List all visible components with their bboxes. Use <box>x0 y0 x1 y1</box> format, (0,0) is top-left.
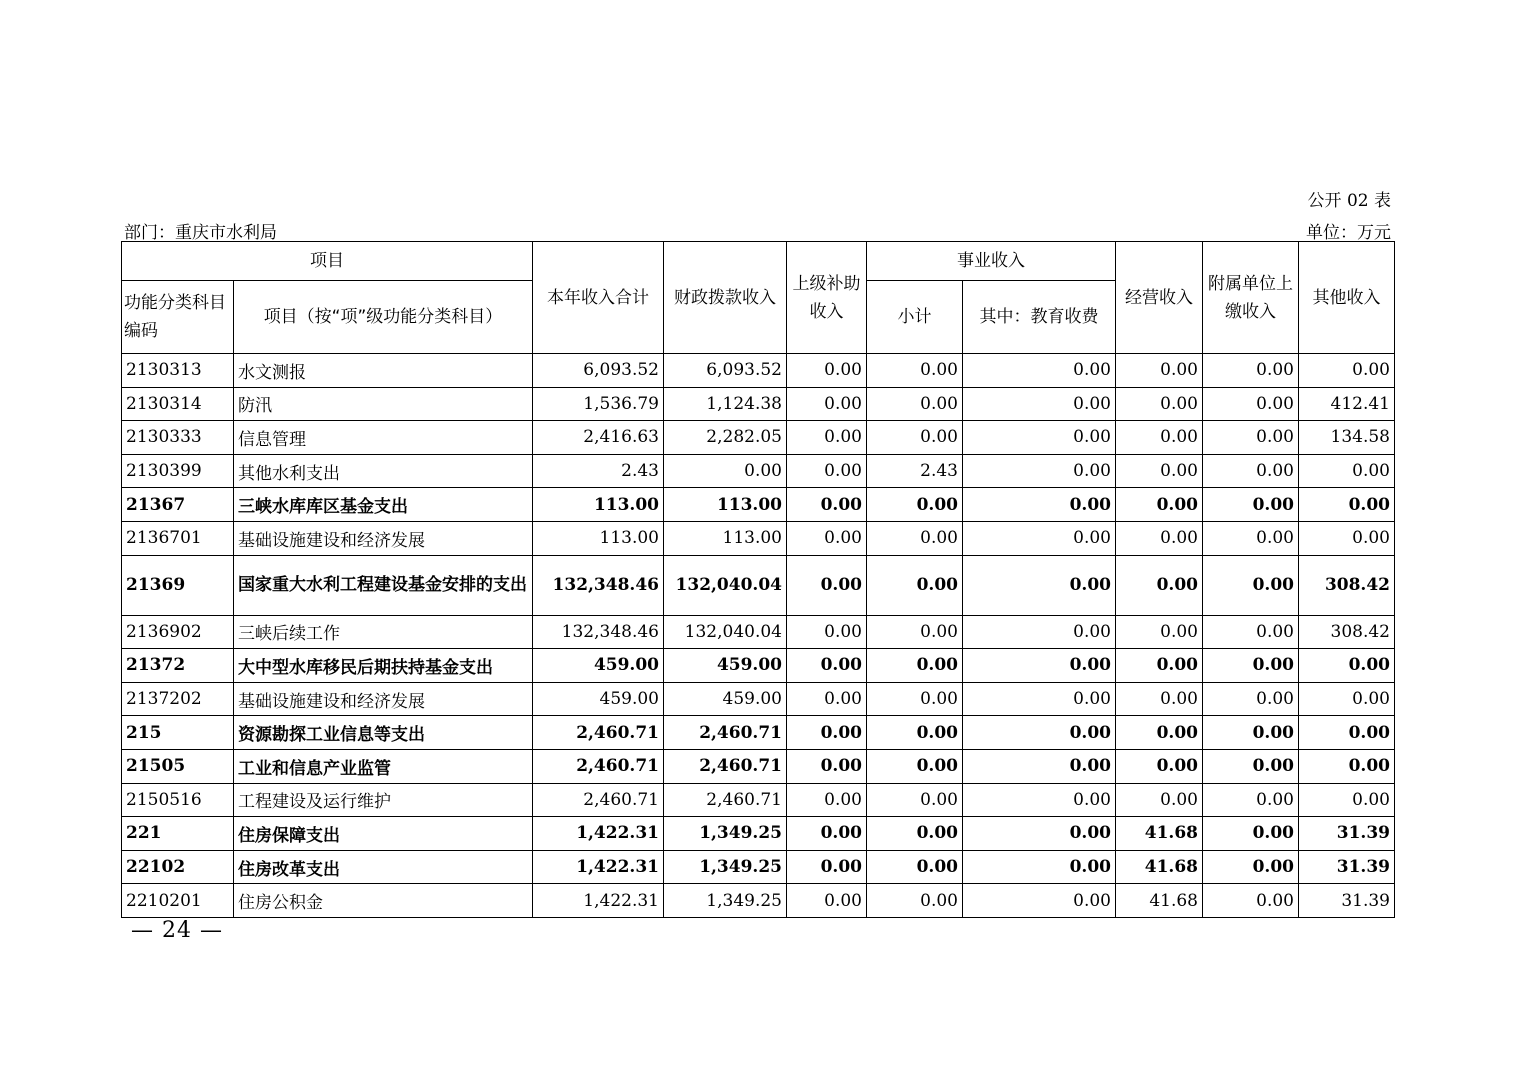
cell-total: 2,416.63 <box>533 421 664 455</box>
table-row <box>122 749 1395 783</box>
cell-affiliated: 0.00 <box>1203 884 1299 918</box>
cell-subtotal: 0.00 <box>867 716 963 750</box>
cell-name: 国家重大水利工程建设基金安排的支出 <box>234 555 533 615</box>
cell-code: 21505 <box>122 749 234 783</box>
cell-total: 113.00 <box>533 488 664 522</box>
cell-total: 2,460.71 <box>533 783 664 817</box>
cell-other: 134.58 <box>1299 421 1395 455</box>
cell-other: 308.42 <box>1299 555 1395 615</box>
cell-code: 21369 <box>122 555 234 615</box>
cell-operating: 0.00 <box>1116 354 1203 388</box>
cell-edu: 0.00 <box>963 387 1116 421</box>
cell-total: 132,348.46 <box>533 555 664 615</box>
cell-name: 住房改革支出 <box>234 850 533 884</box>
cell-other: 31.39 <box>1299 817 1395 851</box>
cell-affiliated: 0.00 <box>1203 817 1299 851</box>
page-number: — 24 — <box>131 918 223 943</box>
cell-edu: 0.00 <box>963 521 1116 555</box>
cell-name: 住房保障支出 <box>234 817 533 851</box>
cell-subtotal: 0.00 <box>867 884 963 918</box>
cell-affiliated: 0.00 <box>1203 354 1299 388</box>
cell-subtotal: 0.00 <box>867 783 963 817</box>
cell-operating: 41.68 <box>1116 884 1203 918</box>
cell-upper: 0.00 <box>787 649 867 683</box>
cell-operating: 0.00 <box>1116 421 1203 455</box>
cell-name: 资源勘探工业信息等支出 <box>234 716 533 750</box>
table-row <box>122 454 1395 488</box>
cell-code: 21367 <box>122 488 234 522</box>
table-row <box>122 387 1395 421</box>
header-project: 项目 <box>122 242 533 281</box>
cell-edu: 0.00 <box>963 649 1116 683</box>
table-row <box>122 488 1395 522</box>
header-func-code: 功能分类科目编码 <box>122 281 234 354</box>
cell-total: 2,460.71 <box>533 716 664 750</box>
cell-operating: 41.68 <box>1116 850 1203 884</box>
cell-fiscal: 2,460.71 <box>664 716 787 750</box>
cell-name: 基础设施建设和经济发展 <box>234 682 533 716</box>
cell-code: 2136902 <box>122 615 234 649</box>
header-operating: 经营收入 <box>1116 242 1203 354</box>
cell-upper: 0.00 <box>787 615 867 649</box>
header-business-income: 事业收入 <box>867 242 1116 281</box>
cell-edu: 0.00 <box>963 817 1116 851</box>
header-fiscal: 财政拨款收入 <box>664 242 787 354</box>
header-total: 本年收入合计 <box>533 242 664 354</box>
header-subtotal: 小计 <box>867 281 963 354</box>
cell-affiliated: 0.00 <box>1203 521 1299 555</box>
cell-fiscal: 459.00 <box>664 649 787 683</box>
table-row <box>122 783 1395 817</box>
cell-code: 2137202 <box>122 682 234 716</box>
cell-edu: 0.00 <box>963 555 1116 615</box>
cell-fiscal: 132,040.04 <box>664 615 787 649</box>
table-row <box>122 521 1395 555</box>
header-affiliated: 附属单位上缴收入 <box>1203 242 1299 354</box>
cell-upper: 0.00 <box>787 488 867 522</box>
cell-other: 412.41 <box>1299 387 1395 421</box>
cell-upper: 0.00 <box>787 521 867 555</box>
cell-code: 21372 <box>122 649 234 683</box>
cell-fiscal: 1,349.25 <box>664 884 787 918</box>
cell-upper: 0.00 <box>787 783 867 817</box>
cell-affiliated: 0.00 <box>1203 387 1299 421</box>
cell-operating: 0.00 <box>1116 521 1203 555</box>
header-education-fee: 其中：教育收费 <box>963 281 1116 354</box>
cell-other: 0.00 <box>1299 354 1395 388</box>
cell-other: 0.00 <box>1299 649 1395 683</box>
table-row <box>122 884 1395 918</box>
cell-subtotal: 0.00 <box>867 488 963 522</box>
cell-operating: 41.68 <box>1116 817 1203 851</box>
cell-subtotal: 0.00 <box>867 850 963 884</box>
cell-affiliated: 0.00 <box>1203 454 1299 488</box>
cell-subtotal: 0.00 <box>867 649 963 683</box>
cell-edu: 0.00 <box>963 615 1116 649</box>
cell-other: 308.42 <box>1299 615 1395 649</box>
cell-name: 防汛 <box>234 387 533 421</box>
cell-name: 大中型水库移民后期扶持基金支出 <box>234 649 533 683</box>
cell-code: 2130399 <box>122 454 234 488</box>
cell-fiscal: 1,124.38 <box>664 387 787 421</box>
cell-code: 22102 <box>122 850 234 884</box>
cell-total: 113.00 <box>533 521 664 555</box>
header-func-name: 项目（按“项”级功能分类科目） <box>234 281 533 354</box>
cell-total: 1,422.31 <box>533 850 664 884</box>
cell-total: 2.43 <box>533 454 664 488</box>
cell-fiscal: 459.00 <box>664 682 787 716</box>
cell-subtotal: 0.00 <box>867 749 963 783</box>
cell-code: 2130333 <box>122 421 234 455</box>
table-row <box>122 716 1395 750</box>
cell-name: 工程建设及运行维护 <box>234 783 533 817</box>
unit-label: 单位：万元 <box>1306 223 1391 243</box>
cell-affiliated: 0.00 <box>1203 555 1299 615</box>
cell-code: 2130314 <box>122 387 234 421</box>
cell-affiliated: 0.00 <box>1203 850 1299 884</box>
table-row <box>122 615 1395 649</box>
cell-total: 1,536.79 <box>533 387 664 421</box>
income-budget-table <box>121 241 1395 918</box>
cell-fiscal: 0.00 <box>664 454 787 488</box>
cell-subtotal: 0.00 <box>867 682 963 716</box>
cell-subtotal: 0.00 <box>867 555 963 615</box>
cell-upper: 0.00 <box>787 354 867 388</box>
cell-total: 459.00 <box>533 649 664 683</box>
cell-edu: 0.00 <box>963 850 1116 884</box>
cell-upper: 0.00 <box>787 421 867 455</box>
cell-upper: 0.00 <box>787 682 867 716</box>
cell-other: 31.39 <box>1299 850 1395 884</box>
cell-operating: 0.00 <box>1116 749 1203 783</box>
cell-operating: 0.00 <box>1116 555 1203 615</box>
cell-code: 215 <box>122 716 234 750</box>
cell-subtotal: 2.43 <box>867 454 963 488</box>
cell-other: 0.00 <box>1299 716 1395 750</box>
cell-subtotal: 0.00 <box>867 615 963 649</box>
cell-fiscal: 6,093.52 <box>664 354 787 388</box>
cell-total: 2,460.71 <box>533 749 664 783</box>
cell-upper: 0.00 <box>787 884 867 918</box>
table-row <box>122 354 1395 388</box>
cell-subtotal: 0.00 <box>867 354 963 388</box>
table-row <box>122 555 1395 615</box>
cell-other: 0.00 <box>1299 454 1395 488</box>
cell-operating: 0.00 <box>1116 615 1203 649</box>
cell-subtotal: 0.00 <box>867 421 963 455</box>
cell-total: 1,422.31 <box>533 817 664 851</box>
cell-subtotal: 0.00 <box>867 387 963 421</box>
cell-subtotal: 0.00 <box>867 817 963 851</box>
cell-name: 信息管理 <box>234 421 533 455</box>
cell-fiscal: 113.00 <box>664 488 787 522</box>
cell-total: 459.00 <box>533 682 664 716</box>
cell-affiliated: 0.00 <box>1203 421 1299 455</box>
cell-operating: 0.00 <box>1116 783 1203 817</box>
cell-affiliated: 0.00 <box>1203 615 1299 649</box>
header-other: 其他收入 <box>1299 242 1395 354</box>
cell-operating: 0.00 <box>1116 454 1203 488</box>
cell-edu: 0.00 <box>963 454 1116 488</box>
cell-edu: 0.00 <box>963 421 1116 455</box>
cell-affiliated: 0.00 <box>1203 649 1299 683</box>
cell-edu: 0.00 <box>963 488 1116 522</box>
cell-other: 0.00 <box>1299 488 1395 522</box>
cell-fiscal: 1,349.25 <box>664 817 787 851</box>
cell-edu: 0.00 <box>963 716 1116 750</box>
cell-affiliated: 0.00 <box>1203 749 1299 783</box>
cell-name: 工业和信息产业监管 <box>234 749 533 783</box>
cell-affiliated: 0.00 <box>1203 716 1299 750</box>
cell-subtotal: 0.00 <box>867 521 963 555</box>
cell-name: 三峡水库库区基金支出 <box>234 488 533 522</box>
table-body <box>122 354 1395 918</box>
cell-fiscal: 1,349.25 <box>664 850 787 884</box>
department-label: 部门：重庆市水利局 <box>124 223 277 243</box>
cell-upper: 0.00 <box>787 387 867 421</box>
cell-other: 31.39 <box>1299 884 1395 918</box>
cell-total: 6,093.52 <box>533 354 664 388</box>
cell-code: 2130313 <box>122 354 234 388</box>
cell-upper: 0.00 <box>787 716 867 750</box>
cell-total: 1,422.31 <box>533 884 664 918</box>
cell-upper: 0.00 <box>787 454 867 488</box>
cell-affiliated: 0.00 <box>1203 488 1299 522</box>
cell-operating: 0.00 <box>1116 716 1203 750</box>
cell-operating: 0.00 <box>1116 682 1203 716</box>
cell-edu: 0.00 <box>963 682 1116 716</box>
cell-upper: 0.00 <box>787 555 867 615</box>
cell-code: 221 <box>122 817 234 851</box>
cell-operating: 0.00 <box>1116 387 1203 421</box>
table-number: 公开 02 表 <box>1307 191 1391 211</box>
cell-fiscal: 132,040.04 <box>664 555 787 615</box>
cell-code: 2150516 <box>122 783 234 817</box>
table-row <box>122 817 1395 851</box>
cell-upper: 0.00 <box>787 817 867 851</box>
cell-edu: 0.00 <box>963 783 1116 817</box>
cell-edu: 0.00 <box>963 749 1116 783</box>
cell-operating: 0.00 <box>1116 488 1203 522</box>
cell-other: 0.00 <box>1299 521 1395 555</box>
cell-fiscal: 113.00 <box>664 521 787 555</box>
cell-fiscal: 2,460.71 <box>664 783 787 817</box>
cell-affiliated: 0.00 <box>1203 783 1299 817</box>
cell-edu: 0.00 <box>963 884 1116 918</box>
cell-operating: 0.00 <box>1116 649 1203 683</box>
cell-code: 2210201 <box>122 884 234 918</box>
table-row <box>122 649 1395 683</box>
cell-name: 基础设施建设和经济发展 <box>234 521 533 555</box>
cell-code: 2136701 <box>122 521 234 555</box>
cell-affiliated: 0.00 <box>1203 682 1299 716</box>
table-row <box>122 682 1395 716</box>
cell-other: 0.00 <box>1299 682 1395 716</box>
cell-edu: 0.00 <box>963 354 1116 388</box>
table-row <box>122 421 1395 455</box>
cell-fiscal: 2,460.71 <box>664 749 787 783</box>
cell-upper: 0.00 <box>787 749 867 783</box>
cell-fiscal: 2,282.05 <box>664 421 787 455</box>
cell-name: 水文测报 <box>234 354 533 388</box>
cell-name: 其他水利支出 <box>234 454 533 488</box>
cell-name: 三峡后续工作 <box>234 615 533 649</box>
table-row <box>122 850 1395 884</box>
cell-total: 132,348.46 <box>533 615 664 649</box>
cell-name: 住房公积金 <box>234 884 533 918</box>
cell-upper: 0.00 <box>787 850 867 884</box>
cell-other: 0.00 <box>1299 783 1395 817</box>
cell-other: 0.00 <box>1299 749 1395 783</box>
header-upper-subsidy: 上级补助收入 <box>787 242 867 354</box>
